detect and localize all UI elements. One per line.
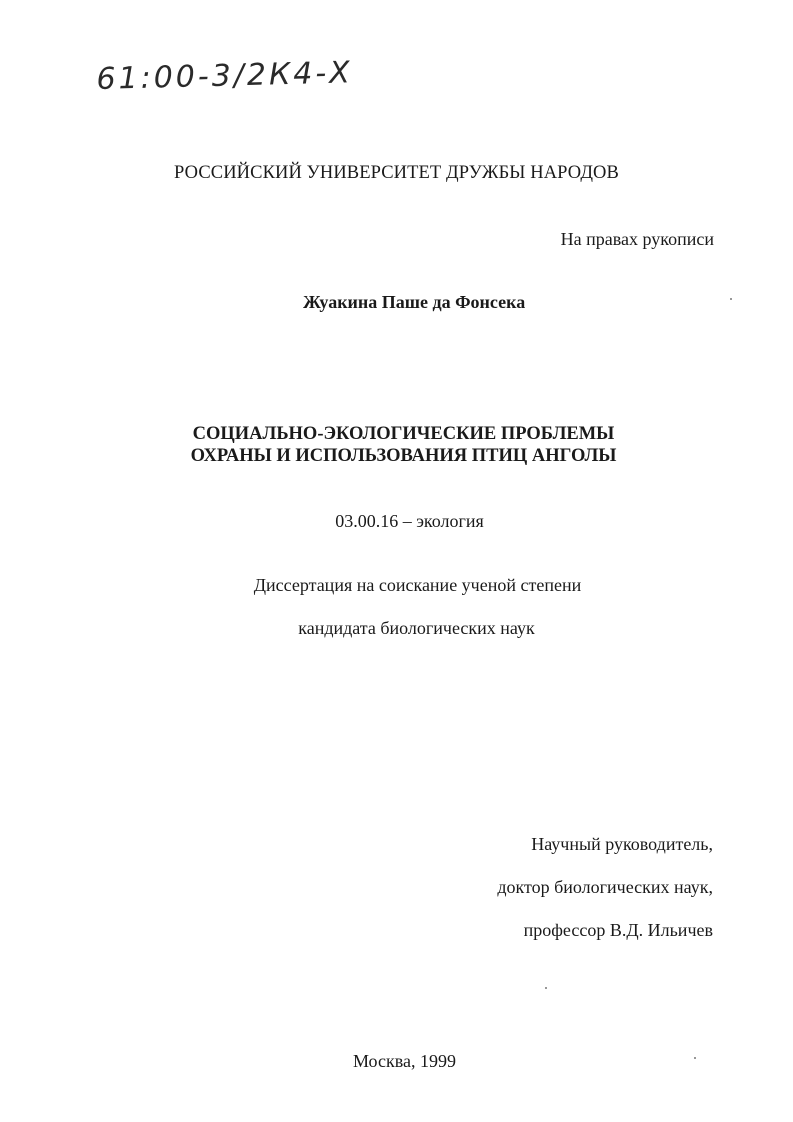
scan-speck xyxy=(694,1057,696,1059)
author-name: Жуакина Паше да Фонсека xyxy=(303,292,526,312)
manuscript-rights-note: На правах рукописи xyxy=(560,229,714,249)
advisor-role: Научный руководитель, xyxy=(531,834,713,854)
specialty-code: 03.00.16 – экология xyxy=(335,511,484,531)
degree-line-2: кандидата биологических наук xyxy=(298,618,535,638)
degree-line-1: Диссертация на соискание ученой степени xyxy=(253,575,582,595)
advisor-name: профессор В.Д. Ильичев xyxy=(523,920,713,940)
advisor-degree: доктор биологических наук, xyxy=(497,877,713,897)
dissertation-title-line-2: ОХРАНЫ И ИСПОЛЬЗОВАНИЯ ПТИЦ АНГОЛЫ xyxy=(190,446,617,466)
city-year: Москва, 1999 xyxy=(353,1051,456,1071)
archive-stamp: 61:00-3/2К4-Х xyxy=(96,55,354,97)
dissertation-title-line-1: СОЦИАЛЬНО-ЭКОЛОГИЧЕСКИЕ ПРОБЛЕМЫ xyxy=(192,424,615,444)
scan-speck xyxy=(730,298,732,300)
scan-speck xyxy=(545,987,547,989)
university-name: РОССИЙСКИЙ УНИВЕРСИТЕТ ДРУЖБЫ НАРОДОВ xyxy=(174,163,619,183)
